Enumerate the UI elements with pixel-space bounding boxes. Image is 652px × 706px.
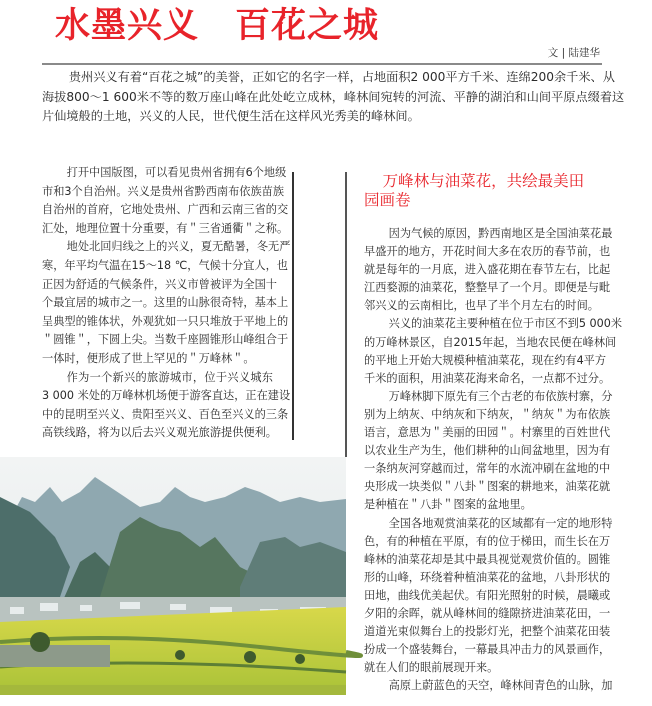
section-heading: 万峰林与油菜花，共绘最美田园画卷 — [364, 172, 585, 209]
text-line: 形的山峰，环绕着种植油菜花的盆地，八卦形状的 — [364, 570, 611, 584]
text-line: 个最宜居的城市之一。这里的山脉很奇特，基本上 — [42, 296, 289, 310]
text-line: 兴义的油菜花主要种植在位于市区不到5 000米 — [388, 317, 623, 331]
text-line: 一条纳灰河穿越而过，常年的水流冲刷在盆地的中 — [364, 462, 611, 476]
text-line: 千米的面积，用油菜花海来命名，一点都不过分。 — [364, 371, 611, 385]
text-line: 一体时，便形成了世上罕见的＂万峰林＂。 — [42, 351, 255, 365]
text-line: 高原上蔚蓝色的天空，峰林间青色的山脉，加 — [388, 679, 613, 693]
text-line: 打开中国版图，可以看见贵州省拥有6个地级 — [66, 166, 287, 179]
text-line: 峰林的油菜花却是其中最具视觉观赏价值的。圆锥 — [364, 552, 611, 566]
text-line: 田地，曲线优美起伏。有阳光照射的时候，晨曦或 — [364, 588, 611, 602]
text-line: 就是每年的一月底，进入盛花期在春节左右，比起 — [364, 263, 611, 277]
text-line: 海拔800～1 600米不等的数万座山峰在此处屹立成林，峰林间宛转的河流、平静的湖泊和山间平原点缀着这 — [42, 89, 625, 104]
text-line: 3 000 米处的万峰林机场便于游客直达，正在建设 — [42, 389, 291, 403]
text-line: 片仙境般的土地，兴义的人民，世代便生活在这样风光秀美的峰林间。 — [42, 109, 420, 124]
text-line: 中的昆明至兴义、贵阳至兴义、百色至兴义的三条 — [42, 407, 289, 421]
byline: 文 | 陆建华 — [547, 47, 600, 59]
text-line: 扮成一个盛装舞台，一幕最具冲击力的风景画作， — [364, 643, 611, 657]
right-column — [364, 225, 623, 695]
text-line: 作为一个新兴的旅游城市，位于兴义城东 — [66, 370, 273, 384]
left-column — [42, 164, 291, 443]
text-line: 万峰林脚下原先有三个古老的布依族村寨，分 — [388, 389, 613, 403]
text-line: 因为气候的原因，黔西南地区是全国油菜花最 — [388, 227, 613, 240]
header-divider — [42, 63, 602, 65]
text-line: 道道光束似舞台上的投影灯光，把整个油菜花田装 — [364, 625, 611, 639]
text-line: ＂圆锥＂，下圆上尖。当数千座圆锥形山峰组合于 — [42, 333, 289, 347]
text-line: 邻兴义的云南相比，也早了半个月左右的时间。 — [364, 299, 599, 313]
text-line: 全国各地观赏油菜花的区域都有一定的地形特 — [388, 516, 613, 530]
text-line: 央形成一块类似＂八卦＂图案的耕地来，油菜花就 — [364, 480, 611, 494]
landscape-photo — [0, 457, 346, 695]
text-line: 高铁线路，将为以后去兴义观光旅游提供便利。 — [42, 426, 277, 440]
text-line: 色，有的种植在平原，有的位于梯田，而生长在万 — [364, 534, 611, 548]
text-line: 以农业生产为生，他们耕种的山间盆地里，因为有 — [364, 444, 611, 458]
text-line: 别为上纳灰、中纳灰和下纳灰，＂纳灰＂为布依族 — [364, 407, 611, 421]
text-line: 的万峰林景区，自2015年起，当地农民便在峰林间 — [364, 335, 617, 349]
text-line: 就在人们的眼前展现开来。 — [364, 661, 499, 675]
text-line: 地处北回归线之上的兴义，夏无酷暑，冬无严 — [66, 240, 291, 254]
text-line: 夕阳的余晖，就从峰林间的缝隙挤进油菜花田，一 — [364, 606, 611, 620]
text-line: 市和3个自治州。兴义是贵州省黔西南布依族苗族 — [42, 184, 285, 198]
column-divider — [345, 172, 347, 457]
text-line: 早盛开的地方，开花时间大多在农历的春节前，也 — [364, 245, 611, 259]
text-line: 自治州的首府，它地处贵州、广西和云南三省的交 — [42, 203, 289, 217]
intro-paragraph — [42, 68, 625, 127]
text-line: 呈典型的锥体状，外观犹如一只只堆放于平地上的 — [42, 314, 289, 328]
text-line: 语言，意思为＂美丽的田园＂。村寨里的百姓世代 — [364, 426, 611, 440]
article-title: 水墨兴义 百花之城 — [55, 6, 380, 46]
text-line: 正因为舒适的气候条件，兴义市曾被评为全国十 — [42, 277, 277, 291]
text-line: 贵州兴义有着“百花之城”的美誉，正如它的名字一样，占地面积2 000平方千米、连绵200余千米、从 — [68, 70, 615, 84]
text-line: 寒，年平均气温在15～18 ℃，气候十分宜人，也 — [42, 258, 288, 272]
column-divider — [292, 172, 294, 440]
text-line: 江西婺源的油菜花，整整早了一个月。即便是与毗 — [364, 281, 611, 295]
text-line: 汇处，地理位置十分重要，有＂三省通衢＂之称。 — [42, 221, 289, 235]
text-line: 的平地上开始大规模种植油菜花，现在约有4平方 — [364, 353, 607, 367]
text-line: 是种植在＂八卦＂图案的盆地里。 — [364, 498, 532, 512]
